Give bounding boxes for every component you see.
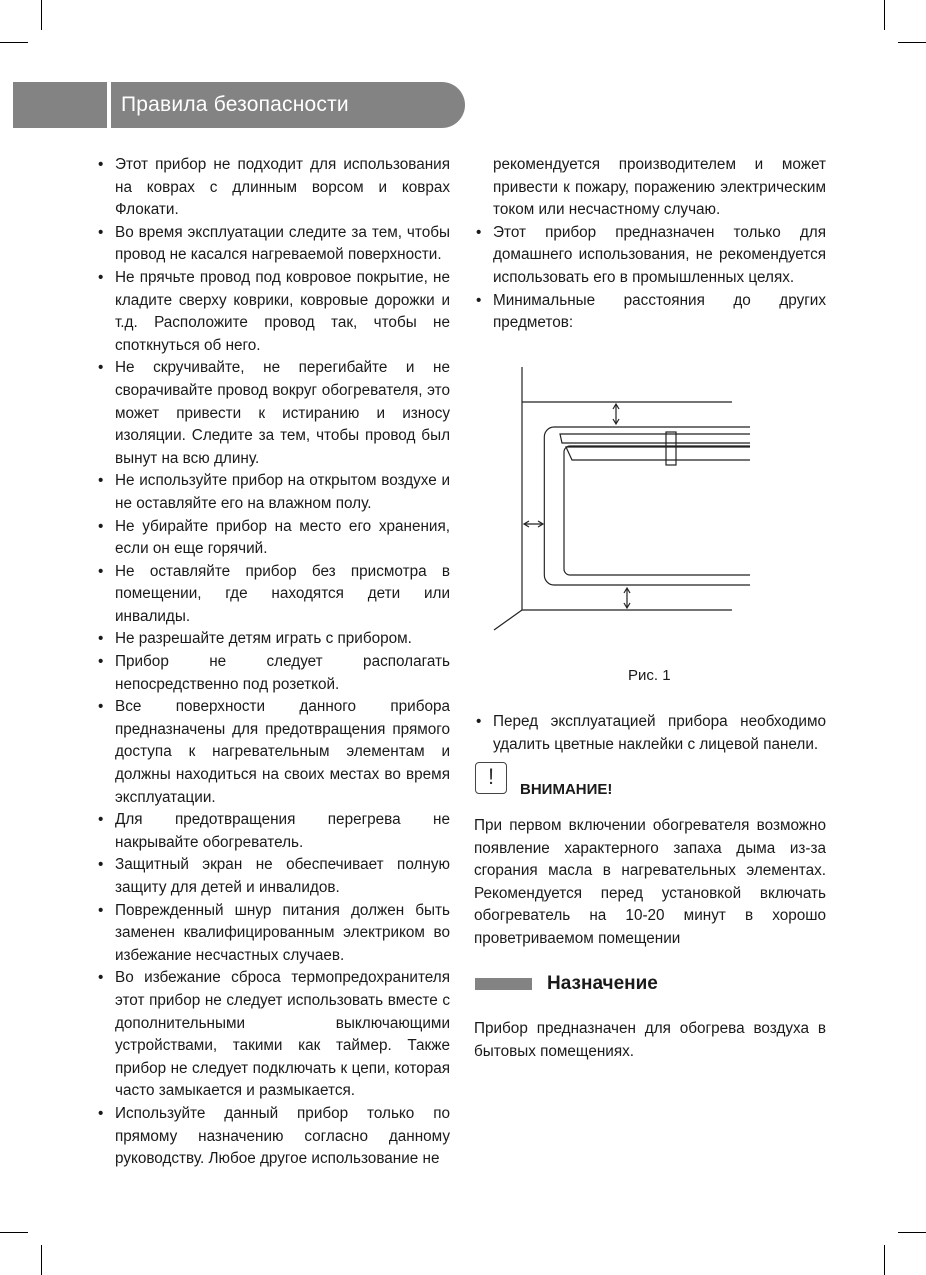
list-item: • Не скручивайте, не перегибайте и не сворачивайте провод вокруг обогревателя, это может привести к истиранию и износу изоляции. Следите за тем, чтобы провод был вынут на всю длину. — [96, 357, 450, 470]
section-header-tab — [13, 82, 107, 128]
list-item: • Во избежание сброса термопредохранителя этот прибор не следует использовать вместе с дополнительными выключающими устройствами, такими как таймер. Также прибор не следует подключать к цепи, которая часто замыкается и размыкается. — [96, 967, 450, 1103]
list-item: • Не разрешайте детям играть с прибором. — [96, 628, 450, 651]
heater-grille-top — [560, 434, 750, 443]
list-item: • Используйте данный прибор только по прямому назначению согласно данному руководству. Любое другое использование не — [96, 1103, 450, 1171]
section-title: Назначение — [547, 973, 658, 994]
list-item: • Минимальные расстояния до других предметов: — [474, 290, 826, 335]
warning-icon: ! — [475, 762, 507, 794]
figure-caption: Рис. 1 — [628, 667, 671, 684]
post-figure-list — [474, 711, 826, 756]
section-marker — [475, 978, 532, 990]
continued-text: рекомендуется производителем и может привести к пожару, поражению электрическим током или несчастному случаю. — [493, 156, 826, 219]
list-item: • Все поверхности данного прибора предназначены для предотвращения прямого доступа к нагревательным элементам и должны находиться на своих местах во время эксплуатации. — [96, 696, 450, 809]
warning-text: При первом включении обогревателя возможно появление характерного запаха дыма из-за сгорания масла в нагревательных элементах. Рекомендуется перед установкой включать обогреватель на 10-20 минут в хорошо проветриваемом помещении — [474, 817, 826, 947]
page-title: Правила безопасности — [121, 93, 349, 116]
crop-mark — [0, 42, 28, 43]
crop-mark — [41, 1245, 42, 1275]
heater-body — [544, 427, 750, 585]
post-figure-list-wrap — [474, 711, 826, 756]
list-item: • Перед эксплуатацией прибора необходимо удалить цветные наклейки с лицевой панели. — [474, 711, 826, 756]
section-header-separator — [107, 82, 111, 128]
list-item: • Не оставляйте прибор без присмотра в помещении, где находятся дети или инвалиды. — [96, 561, 450, 629]
list-item: • Не прячьте провод под ковровое покрытие, не кладите сверху коврики, ковровые дорожки и т.д. Расположите провод так, чтобы не споткнуться об него. — [96, 267, 450, 357]
warning-title: ВНИМАНИЕ! — [520, 781, 613, 798]
clearance-diagram — [490, 362, 750, 634]
crop-mark — [884, 0, 885, 30]
heater-grille-bottom — [566, 447, 750, 460]
crop-mark — [898, 1232, 926, 1233]
list-item: • Защитный экран не обеспечивает полную защиту для детей и инвалидов. — [96, 854, 450, 899]
crop-mark — [0, 1232, 28, 1233]
list-item: • Прибор не следует располагать непосредственно под розеткой. — [96, 651, 450, 696]
list-item: • Этот прибор не подходит для использования на коврах с длинным ворсом и коврах Флокати. — [96, 154, 450, 222]
list-item: • Для предотвращения перегрева не накрывайте обогреватель. — [96, 809, 450, 854]
purpose-text: Прибор предназначен для обогрева воздуха в бытовых помещениях. — [474, 1020, 826, 1060]
left-column — [96, 154, 450, 1171]
list-item: • Во время эксплуатации следите за тем, чтобы провод не касался нагреваемой поверхности. — [96, 222, 450, 267]
right-column — [474, 154, 826, 335]
list-item: • Не используйте прибор на открытом воздухе и не оставляйте его на влажном полу. — [96, 470, 450, 515]
safety-list-continued — [474, 222, 826, 335]
crop-mark — [898, 42, 926, 43]
crop-mark — [41, 0, 42, 30]
heater-inner-panel — [564, 446, 750, 575]
safety-list — [96, 154, 450, 1171]
perspective-line — [494, 610, 522, 630]
list-item: • Этот прибор предназначен только для домашнего использования, не рекомендуется использовать его в промышленных целях. — [474, 222, 826, 290]
list-item: • Не убирайте прибор на место его хранения, если он еще горячий. — [96, 516, 450, 561]
list-item: • Поврежденный шнур питания должен быть заменен квалифицированным электриком во избежание несчастных случаев. — [96, 900, 450, 968]
crop-mark — [884, 1245, 885, 1275]
